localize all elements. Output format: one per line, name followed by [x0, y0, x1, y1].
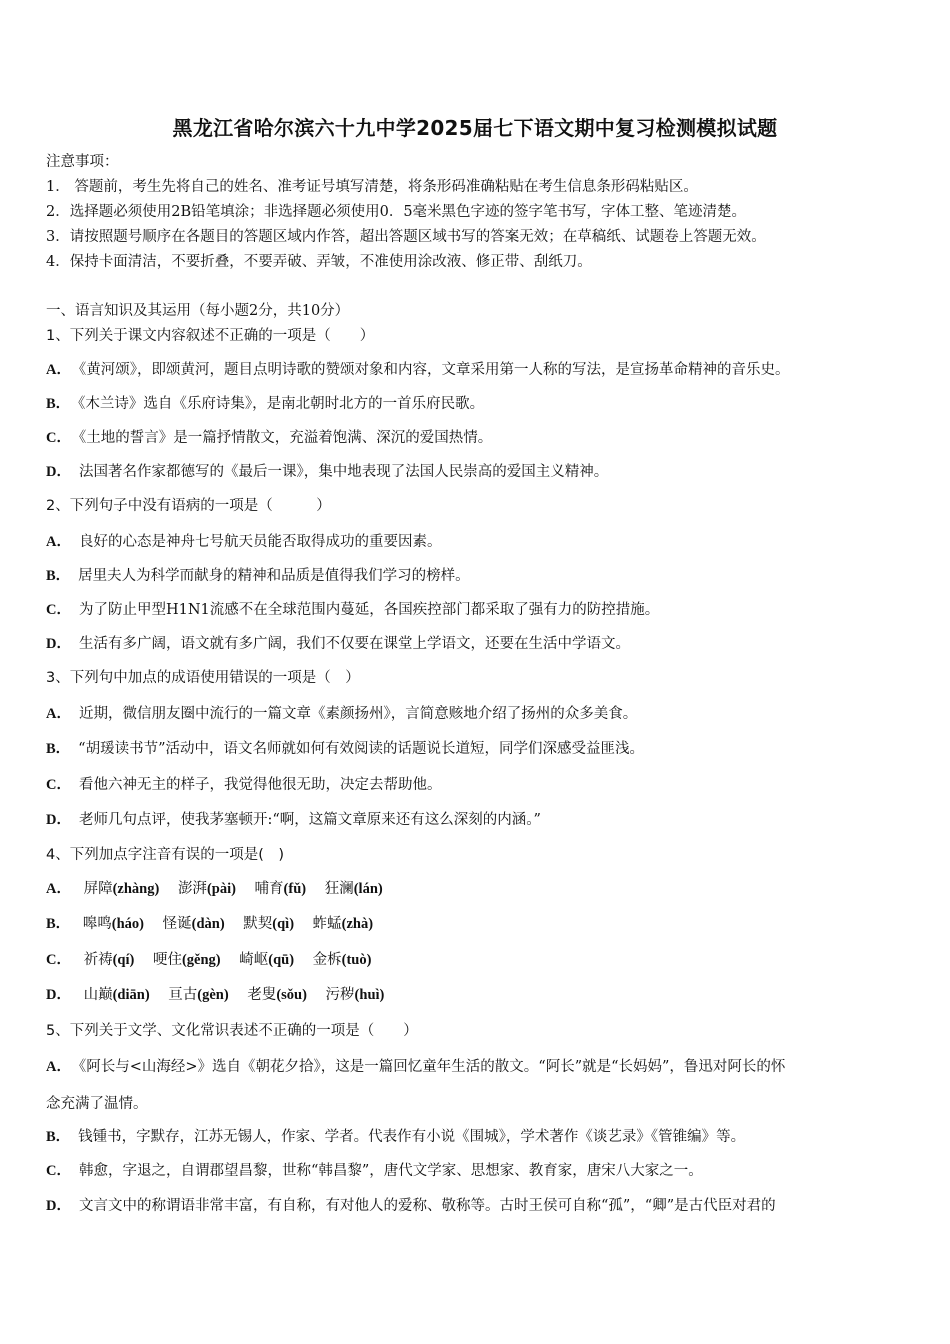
q5-option-a-continued: 念充满了温情。	[46, 1096, 148, 1112]
q4-option-a	[46, 879, 397, 899]
option-text: 近期，微信朋友圈中流行的一篇文章《素颜扬州》，言简意赅地介绍了扬州的众多美食。	[78, 706, 638, 722]
notice-item: 1． 答题前，考生先将自己的姓名、准考证号填写清楚，将条形码准确粘贴在考生信息条形码粘贴区。	[46, 179, 698, 195]
pinyin-item: 亘古(gèn)	[168, 987, 229, 1003]
notice-item: 2．选择题必须使用2B铅笔填涂；非选择题必须使用0．5毫米黑色字迹的签字笔书写，字体工整、笔迹清楚。	[46, 204, 747, 220]
pinyin-item: 哽住(gěng)	[152, 952, 221, 968]
option-label: D．	[46, 987, 71, 1003]
question-4-stem: 4、下列加点字注音有误的一项是( )	[46, 847, 285, 863]
option-text: 《土地的誓言》是一篇抒情散文，充溢着饱满、深沉的爱国热情。	[78, 430, 493, 446]
option-text: 为了防止甲型H1N1流感不在全球范围内蔓延，各国疾控部门都采取了强有力的防控措施。	[78, 602, 660, 618]
q3-option-b	[46, 739, 644, 759]
option-label: A．	[46, 362, 71, 378]
option-label: B．	[46, 396, 71, 412]
option-text: 《木兰诗》选自《乐府诗集》，是南北朝时北方的一首乐府民歌。	[78, 396, 485, 412]
question-2-stem: 2、下列句子中没有语病的一项是（ ）	[46, 498, 331, 514]
option-text: 《黄河颂》，即颂黄河，题目点明诗歌的赞颂对象和内容，文章采用第一人称的写法，是宣扬革命精神的音乐史。	[78, 362, 790, 378]
notice-heading: 注意事项：	[46, 154, 119, 170]
q5-option-c	[46, 1161, 703, 1181]
pinyin-item: 哺育(fǔ)	[254, 881, 307, 897]
q3-option-c	[46, 775, 441, 795]
q1-option-a	[46, 360, 789, 380]
pinyin-item: 怪诞(dàn)	[162, 916, 225, 932]
pinyin-item: 污秽(huì)	[325, 987, 385, 1003]
option-text: “胡瑗读书节”活动中，语文名师就如何有效阅读的话题说长道短，同学们深感受益匪浅。	[78, 741, 644, 757]
notice-item: 4．保持卡面清洁，不要折叠，不要弄破、弄皱，不准使用涂改液、修正带、刮纸刀。	[46, 254, 592, 270]
option-label: C．	[46, 1163, 71, 1179]
question-1-stem: 1、下列关于课文内容叙述不正确的一项是（ ）	[46, 328, 375, 344]
option-text: 文言文中的称谓语非常丰富，有自称，有对他人的爱称、敬称等。古时王侯可自称“孤”，“卿”是古代臣对君的	[78, 1198, 776, 1214]
option-label: D．	[46, 1198, 71, 1214]
pinyin-item: 祈祷(qí)	[83, 952, 135, 968]
option-label: C．	[46, 602, 71, 618]
option-label: D．	[46, 812, 71, 828]
q3-option-a	[46, 704, 637, 724]
q5-option-b	[46, 1127, 745, 1147]
option-label: B．	[46, 741, 71, 757]
q2-option-a	[46, 532, 441, 552]
option-label: C．	[46, 777, 71, 793]
option-text: 老师几句点评，使我茅塞顿开:“啊，这篇文章原来还有这么深刻的内涵。”	[78, 812, 541, 828]
option-label: B．	[46, 916, 71, 932]
pinyin-item: 默契(qì)	[243, 916, 295, 932]
option-text: 居里夫人为科学而献身的精神和品质是值得我们学习的榜样。	[78, 568, 470, 584]
option-label: A．	[46, 1059, 71, 1075]
pinyin-item: 狂澜(lán)	[324, 881, 383, 897]
option-text: 钱锺书，字默存，江苏无锡人，作家、学者。代表作有小说《围城》，学术著作《谈艺录》《管锥编》等。	[78, 1129, 746, 1145]
option-label: A．	[46, 534, 71, 550]
q1-option-d	[46, 462, 608, 482]
q4-option-b	[46, 914, 387, 934]
option-text: 良好的心态是神舟七号航天员能否取得成功的重要因素。	[78, 534, 442, 550]
option-text: 《阿长与<山海经>》选自《朝花夕拾》，这是一篇回忆童年生活的散文。“阿长”就是“长妈妈”，鲁迅对阿长的怀	[78, 1059, 786, 1075]
option-label: D．	[46, 636, 71, 652]
section-heading: 一、语言知识及其运用（每小题2分，共10分）	[46, 303, 350, 319]
pinyin-item: 蚱蜢(zhà)	[312, 916, 374, 932]
option-label: C．	[46, 952, 71, 968]
option-label: D．	[46, 464, 71, 480]
q4-option-d	[46, 985, 398, 1005]
option-text: 韩愈，字退之，自谓郡望昌黎，世称“韩昌黎”，唐代文学家、思想家、教育家，唐宋八大家之一。	[78, 1163, 703, 1179]
emphasis-text: 不正确	[258, 1023, 302, 1039]
q2-option-b	[46, 566, 470, 586]
q2-option-c	[46, 600, 659, 620]
pinyin-item: 澎湃(pài)	[177, 881, 236, 897]
pinyin-item: 嗥鸣(háo)	[82, 916, 145, 932]
option-label: C．	[46, 430, 71, 446]
option-label: A．	[46, 706, 71, 722]
q4-option-c	[46, 950, 385, 970]
question-3-stem: 3、下列句中加点的成语使用错误的一项是（ ）	[46, 670, 360, 686]
q1-option-b	[46, 394, 484, 414]
question-5-stem: 5、下列关于文学、文化常识表述不正确的一项是（ ）	[46, 1023, 418, 1039]
q1-option-c	[46, 428, 492, 448]
option-text: 看他六神无主的样子，我觉得他很无助，决定去帮助他。	[78, 777, 442, 793]
option-text: 生活有多广阔，语文就有多广阔，我们不仅要在课堂上学语文，还要在生活中学语文。	[78, 636, 630, 652]
q5-option-a	[46, 1057, 785, 1077]
notice-item: 3．请按照题号顺序在各题目的答题区域内作答，超出答题区域书写的答案无效；在草稿纸、试题卷上答题无效。	[46, 229, 766, 245]
q3-option-d	[46, 810, 541, 830]
option-label: B．	[46, 1129, 71, 1145]
q5-option-d	[46, 1196, 776, 1216]
option-label: B．	[46, 568, 71, 584]
option-label: A．	[46, 881, 71, 897]
pinyin-item: 老叟(sǒu)	[247, 987, 307, 1003]
pinyin-item: 金柝(tuò)	[312, 952, 372, 968]
pinyin-item: 山巅(diān)	[83, 987, 150, 1003]
pinyin-item: 屏障(zhàng)	[83, 881, 160, 897]
option-text: 法国著名作家都德写的《最后一课》，集中地表现了法国人民崇高的爱国主义精神。	[78, 464, 609, 480]
q2-option-d	[46, 634, 630, 654]
pinyin-item: 崎岖(qū)	[239, 952, 295, 968]
page-title: 黑龙江省哈尔滨六十九中学2025届七下语文期中复习检测模拟试题	[172, 116, 778, 140]
